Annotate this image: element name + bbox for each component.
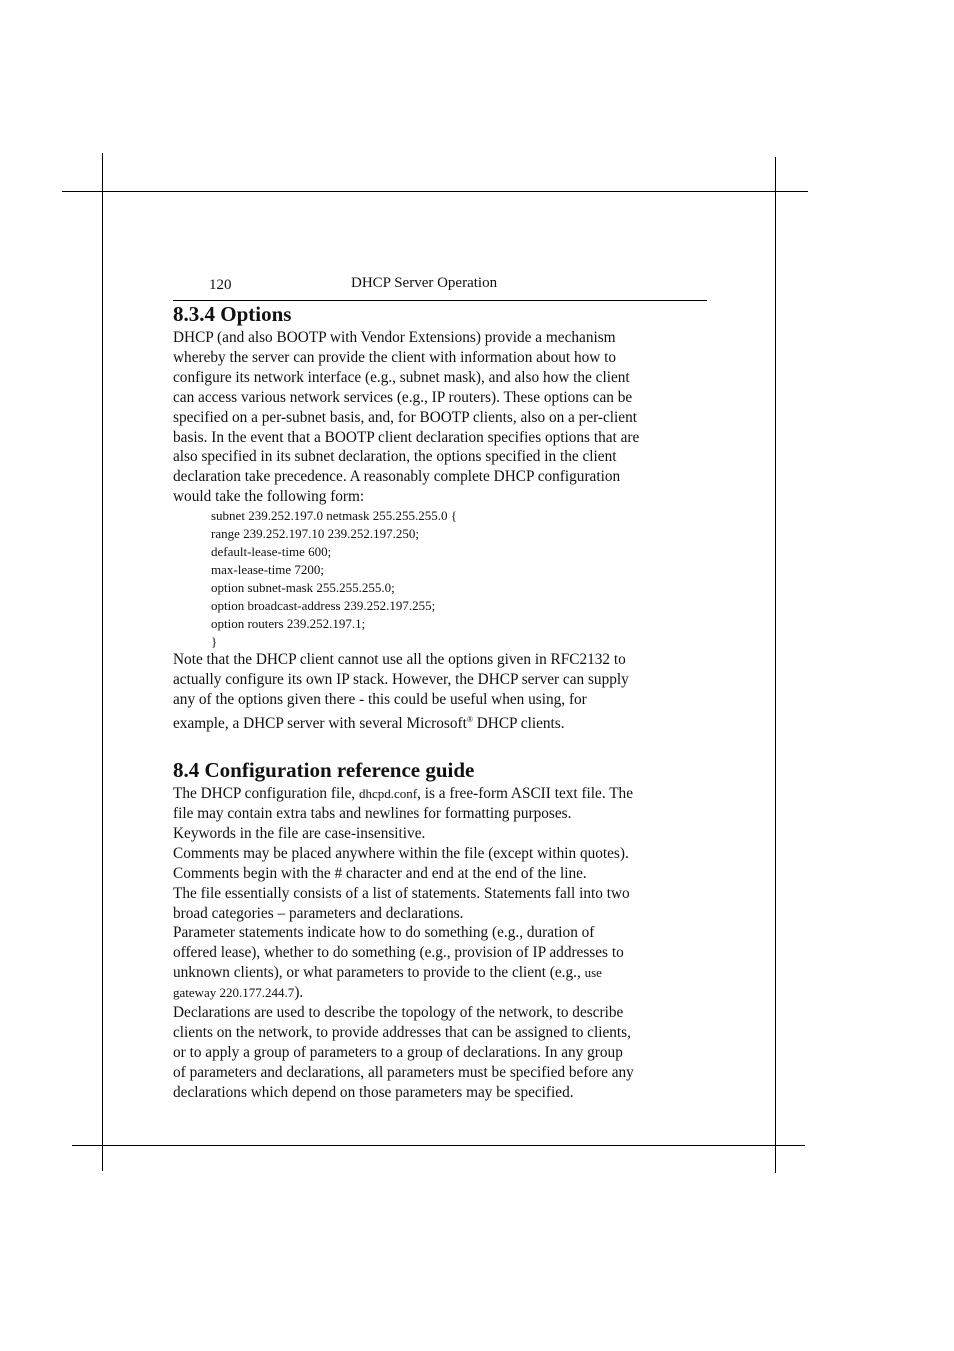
text-line: clients on the network, to provide addresses that can be assigned to clients, [173, 1024, 631, 1041]
code-line: range 239.252.197.10 239.252.197.250; [211, 526, 419, 542]
crop-mark-bottom [72, 1145, 805, 1146]
text-line: declarations which depend on those parameters may be specified. [173, 1083, 574, 1101]
text-line: also specified in its subnet declaration, the options specified in the client [173, 448, 617, 466]
code-line: max-lease-time 7200; [211, 561, 324, 577]
text-line: whereby the server can provide the client with information about how to [173, 348, 617, 366]
text-line: Declarations are used to describe the topology of the network, to describe [173, 1004, 624, 1022]
filename: dhcpd.conf [358, 786, 418, 802]
config-paragraph-4 [173, 923, 713, 1003]
text-line: Parameter statements indicate how to do something (e.g., duration of [173, 924, 595, 942]
code-line: option broadcast-address 239.252.197.255; [211, 597, 436, 613]
crop-mark-right-top [775, 157, 776, 1173]
text-line: DHCP (and also BOOTP with Vendor Extensions) provide a mechanism [173, 329, 616, 346]
text-line: or to apply a group of parameters to a group of declarations. In any group [173, 1043, 623, 1061]
inline-code: use [584, 965, 602, 981]
text-line: would take the following form: [173, 488, 365, 506]
code-line: default-lease-time 600; [211, 543, 332, 559]
text-line: The DHCP configuration file, [173, 785, 359, 803]
running-title: DHCP Server Operation [351, 275, 498, 291]
inline-code: gateway 220.177.244.7 [173, 985, 295, 1001]
text-line: specified on a per-subnet basis, and, for BOOTP clients, also on a per-client [173, 408, 637, 426]
config-code-example [211, 507, 713, 650]
text-line: declaration take precedence. A reasonably complete DHCP configuration [173, 468, 621, 486]
text-line: basis. In the event that a BOOTP client declaration specifies options that are [173, 428, 640, 446]
running-header [173, 274, 707, 301]
text-line: , is a free-form ASCII text file. The [417, 785, 633, 803]
config-paragraph-3 [173, 884, 713, 924]
text-line: DHCP clients. [472, 715, 565, 733]
config-paragraph-2 [173, 844, 713, 884]
page-number: 120 [209, 277, 232, 293]
page-body [173, 300, 713, 1103]
config-paragraph-1 [173, 784, 713, 844]
registered-mark: ® [466, 715, 473, 725]
options-note-paragraph [173, 650, 713, 734]
section-heading-options: 8.3.4 Options [173, 302, 292, 326]
code-line: option routers 239.252.197.1; [211, 615, 366, 631]
text-line: ). [294, 984, 304, 1002]
text-line: file may contain extra tabs and newlines for formatting purposes. [173, 805, 572, 823]
code-line: subnet 239.252.197.0 netmask 255.255.255.0 { [211, 508, 458, 524]
text-line: broad categories – parameters and declarations. [173, 904, 464, 922]
text-line: unknown clients), or what parameters to provide to the client (e.g., [173, 964, 585, 982]
text-line: Note that the DHCP client cannot use all the options given in RFC2132 to [173, 651, 626, 669]
text-line: can access various network services (e.g., IP routers). These options can be [173, 388, 633, 406]
text-line: The file essentially consists of a list of statements. Statements fall into two [173, 884, 630, 902]
code-line: } [211, 633, 218, 649]
text-line: offered lease), whether to do something (e.g., provision of IP addresses to [173, 944, 624, 962]
code-line: option subnet-mask 255.255.255.0; [211, 579, 395, 595]
options-intro-paragraph [173, 328, 713, 507]
text-line: Keywords in the file are case-insensitive. [173, 824, 426, 842]
crop-mark-left-top [102, 153, 103, 1171]
config-paragraph-5 [173, 1003, 713, 1103]
section-heading-config: 8.4 Configuration reference guide [173, 758, 475, 783]
text-line: any of the options given there - this could be useful when using, for [173, 691, 587, 709]
text-line: Comments begin with the # character and end at the end of the line. [173, 864, 587, 882]
text-line: example, a DHCP server with several Microsoft [173, 715, 467, 733]
text-line: Comments may be placed anywhere within the file (except within quotes). [173, 844, 629, 862]
text-line: of parameters and declarations, all parameters must be specified before any [173, 1063, 634, 1081]
text-line: actually configure its own IP stack. However, the DHCP server can supply [173, 671, 629, 689]
text-line: configure its network interface (e.g., subnet mask), and also how the client [173, 368, 630, 386]
crop-mark-top [62, 191, 808, 192]
